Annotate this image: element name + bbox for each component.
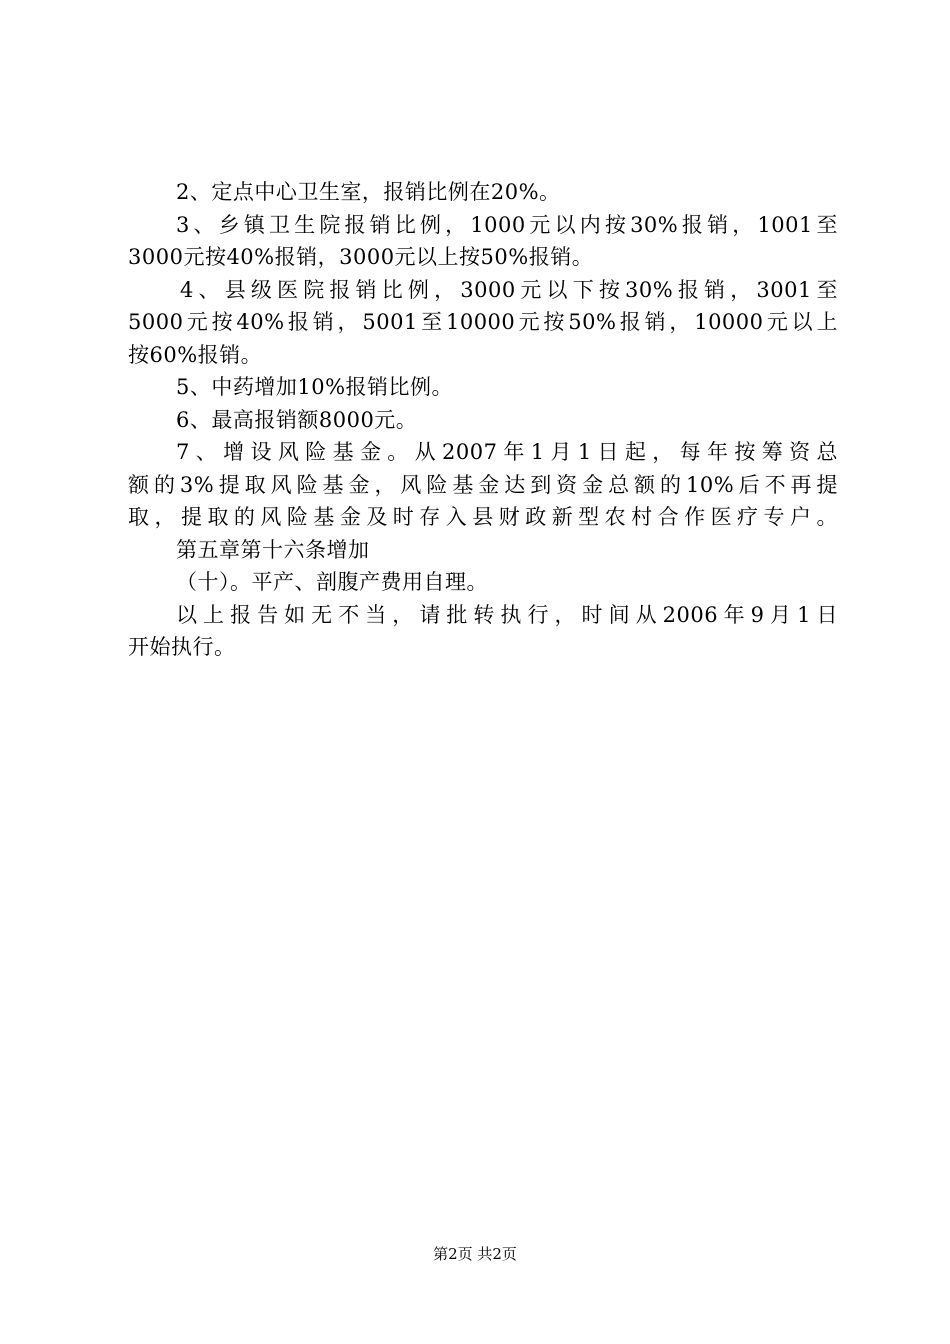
page-footer: 第2页 共2页: [433, 1245, 517, 1263]
text-line: （十）。平产、剖腹产费用自理。: [176, 570, 488, 594]
text-line: 4、县级医院报销比例，3000元以下按30%报销，3001至: [180, 277, 838, 302]
text-line: 额的3%提取风险基金，风险基金达到资金总额的10%后不再提: [128, 472, 838, 497]
text-line: 3000元按40%报销，3000元以上按50%报销。: [128, 245, 594, 269]
text-line: 开始执行。: [128, 635, 236, 659]
text-line: 2、定点中心卫生室，报销比例在20%。: [176, 180, 561, 204]
text-line: 7、增设风险基金。从2007年1月1日起，每年按筹资总: [176, 440, 838, 464]
text-line: 3、乡镇卫生院报销比例，1000元以内按30%报销，1001至: [176, 212, 838, 237]
text-line: 5000元按40%报销，5001至10000元按50%报销，10000元以上: [128, 310, 838, 334]
text-line: 5、中药增加10%报销比例。: [176, 375, 454, 399]
text-line: 以上报告如无不当，请批转执行，时间从2006年9月1日: [176, 602, 838, 627]
text-line: 取，提取的风险基金及时存入县财政新型农村合作医疗专户。: [128, 505, 838, 529]
text-line: 6、最高报销额8000元。: [176, 407, 418, 432]
text-line: 按60%报销。: [128, 342, 263, 367]
text-line: 第五章第十六条增加: [176, 537, 370, 562]
document-body: [128, 176, 838, 664]
